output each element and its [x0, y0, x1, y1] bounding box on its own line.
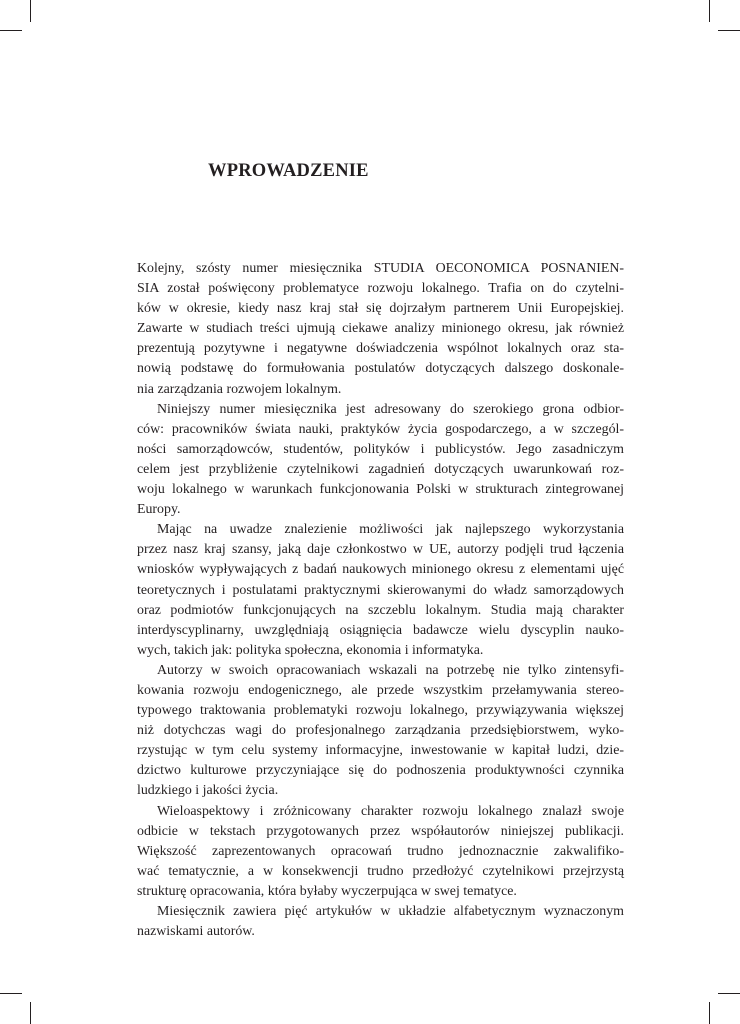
text-line: Większość zaprezentowanych opracowań trudno jednoznacznie zakwalifiko- — [137, 843, 624, 859]
text-line: odbicie w tekstach przygotowanych przez współautorów niniejszej publikacji. — [137, 823, 624, 839]
paragraph-5 — [137, 802, 624, 902]
text-line: Wieloaspektowy i zróżnicowany charakter rozwoju lokalnego znalazł swoje — [157, 803, 624, 819]
text-line: ków w okresie, kiedy nasz kraj stał się dojrzałym partnerem Unii Europejskiej. — [137, 301, 624, 317]
text-line: teoretycznych i postulatami praktycznymi skierowanymi do władz samorządowych — [137, 582, 624, 598]
text-line: niż dotychczas wagi do profesjonalnego zarządzania przedsiębiorstwem, wyko- — [137, 723, 624, 739]
text-line: nazwiskami autorów. — [137, 924, 255, 940]
text-line: Zawarte w studiach treści ujmują ciekawe analizy minionego okresu, jak również — [137, 321, 624, 337]
text-line: prezentują pozytywne i negatywne doświadczenia wspólnot lokalnych oraz sta- — [137, 341, 624, 357]
text-line: typowego traktowania problematyki rozwoju lokalnego, przywiązywania większej — [137, 703, 624, 719]
paragraph-3 — [137, 520, 624, 661]
paragraph-1 — [137, 259, 624, 400]
crop-mark-bottom-right-horizontal — [718, 993, 740, 994]
crop-mark-top-right-horizontal — [718, 30, 740, 31]
text-line: woju lokalnego w warunkach funkcjonowania Polski w strukturach zintegrowanej — [137, 482, 624, 498]
text-line: nia zarządzania rozwojem lokalnym. — [137, 381, 342, 397]
crop-mark-bottom-right-vertical — [709, 1002, 710, 1024]
crop-mark-bottom-left-vertical — [30, 1002, 31, 1024]
text-line: Autorzy w swoich opracowaniach wskazali na potrzebę nie tylko zintensyfi- — [157, 662, 624, 678]
crop-mark-bottom-left-horizontal — [0, 993, 22, 994]
crop-mark-top-left-vertical — [30, 0, 31, 22]
crop-mark-top-left-horizontal — [0, 30, 22, 31]
crop-mark-top-right-vertical — [709, 0, 710, 22]
text-line: kowania rozwoju endogenicznego, ale przede wszystkim przełamywania stereo- — [137, 682, 624, 698]
text-line: przez nasz kraj szansy, jaką daje członkostwo w UE, autorzy podjęli trud łączenia — [137, 542, 624, 558]
text-line: celem jest przybliżenie czytelnikowi zagadnień dotyczących uwarunkowań roz- — [137, 461, 624, 477]
text-line: wych, takich jak: polityka społeczna, ekonomia i informatyka. — [137, 642, 484, 658]
body-text — [137, 259, 624, 942]
text-line: Niniejszy numer miesięcznika jest adresowany do szerokiego grona odbior- — [157, 401, 624, 417]
text-line: Kolejny, szósty numer miesięcznika STUDIA OECONOMICA POSNANIEN- — [137, 261, 624, 276]
text-line: ludzkiego i jakości życia. — [137, 783, 279, 799]
page-title: WPROWADZENIE — [208, 161, 369, 181]
paragraph-4 — [137, 661, 624, 802]
text-line: wniosków wypływających z badań naukowych minionego okresu z elementami ujęć — [137, 562, 624, 578]
text-line: strukturę opracowania, która byłaby wyczerpująca w swej tematyce. — [137, 883, 517, 899]
paragraph-6 — [137, 902, 624, 942]
text-line: Miesięcznik zawiera pięć artykułów w układzie alfabetycznym wyznaczonym — [157, 904, 624, 919]
text-line: rzystując w tym celu systemy informacyjne, inwestowanie w kapitał ludzi, dzie- — [137, 743, 624, 759]
text-line: Europy. — [137, 502, 181, 518]
text-line: nowią podstawę do formułowania postulatów dotyczących dalszego doskonale- — [137, 361, 624, 377]
text-line: SIA został poświęcony problematyce rozwoju lokalnego. Trafia on do czytelni- — [137, 281, 624, 297]
text-line: oraz podmiotów funkcjonujących na szczeblu lokalnym. Studia mają charakter — [137, 602, 624, 618]
text-line: ców: pracowników świata nauki, praktyków życia gospodarczego, a w szczegól- — [137, 421, 624, 437]
text-line: dzictwo kulturowe przyczyniające się do podnoszenia produktywności czynnika — [137, 763, 624, 779]
text-line: ności samorządowców, studentów, polityków i publicystów. Jego zasadniczym — [137, 441, 624, 457]
text-line: wać tematycznie, a w konsekwencji trudno przedłożyć czytelnikowi przejrzystą — [137, 863, 624, 879]
paragraph-2 — [137, 400, 624, 521]
text-line: interdyscyplinarny, uwzględniają osiągnięcia badawcze wielu dyscyplin nauko- — [137, 622, 624, 638]
text-line: Mając na uwadze znalezienie możliwości jak najlepszego wykorzystania — [157, 522, 624, 538]
